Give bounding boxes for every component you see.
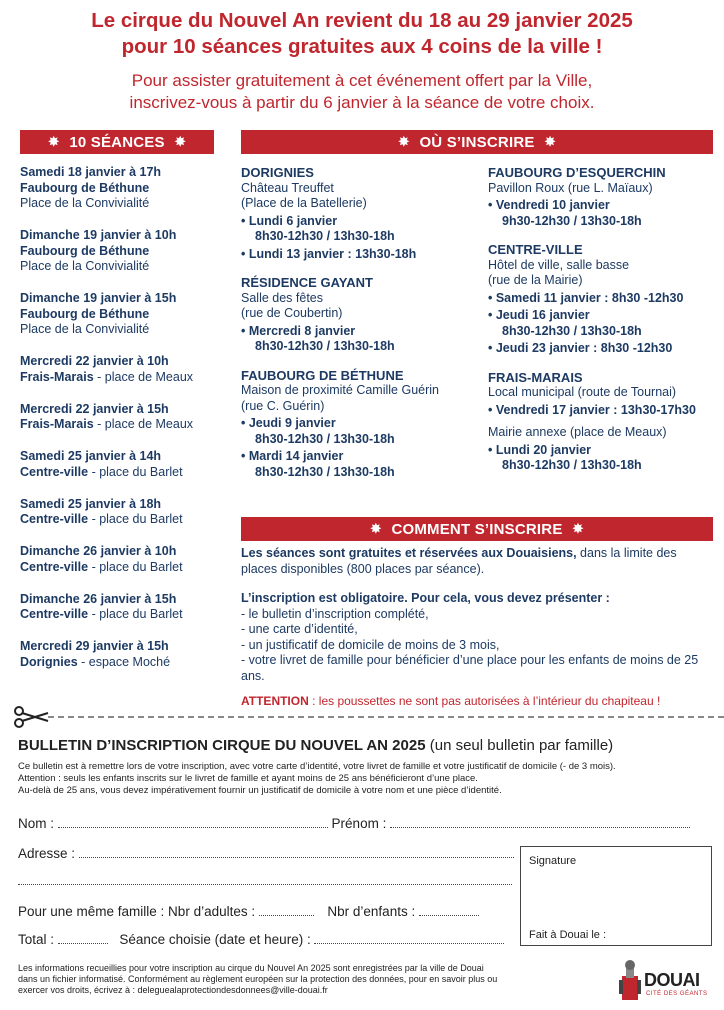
star-icon: ✸	[572, 521, 584, 536]
comment-paragraph: Les séances sont gratuites et réservées aux Douaisiens, dans la limite des places disponibles (800 places par séance).	[241, 546, 677, 576]
comment-section	[241, 546, 711, 684]
seance-place: Faubourg de Béthune	[20, 243, 150, 258]
location-slot: • Vendredi 10 janvier 9h30-12h30 / 13h30-18h	[488, 198, 718, 229]
giant-figure-icon	[616, 958, 644, 1002]
subheadline-line-1: Pour assister gratuitement à cet événement offert par la Ville,	[131, 71, 593, 90]
seance-detail: - place du Barlet	[88, 464, 183, 479]
nom-label: Nom :	[18, 816, 55, 831]
fait-a-label: Fait à Douai le :	[529, 929, 607, 941]
star-icon: ✸	[48, 134, 60, 149]
inscrire-left-column	[241, 165, 481, 493]
comment-list-item: - un justificatif de domicile de moins de 3 mois,	[241, 637, 500, 652]
seance-date: Samedi 18 janvier à 17h	[20, 165, 162, 179]
seance-item	[20, 497, 230, 528]
seance-place: Centre-ville	[20, 464, 89, 479]
inscrire-title: OÙ S’INSCRIRE	[419, 133, 535, 151]
location-line: Hôtel de ville, salle basse	[488, 257, 630, 272]
seance-detail: Place de la Convivialité	[20, 322, 150, 336]
slot-times: 8h30-12h30 / 13h30-18h	[502, 458, 642, 472]
seance-item	[20, 165, 230, 212]
comment-title: COMMENT S’INSCRIRE	[391, 520, 563, 538]
inscrire-right-column	[488, 165, 718, 487]
seance-detail: - place du Barlet	[88, 607, 183, 621]
seance-detail: Place de la Convivialité	[20, 196, 150, 210]
location-slot: • Lundi 13 janvier : 13h30-18h	[241, 246, 417, 261]
attention-text: : les poussettes ne sont pas autorisées à l’intérieur du chapiteau !	[308, 694, 661, 708]
adresse-field[interactable]	[79, 846, 514, 858]
slot-times: 9h30-12h30 / 13h30-18h	[502, 213, 642, 228]
total-row	[18, 932, 504, 947]
seance-place: Frais-Marais	[20, 369, 94, 384]
seance-date: Dimanche 26 janvier à 10h	[20, 544, 177, 558]
seance-place: Centre-ville	[20, 607, 89, 621]
comment-list-item: - une carte d’identité,	[241, 622, 358, 636]
seance-date: Samedi 25 janvier à 18h	[20, 496, 162, 511]
seance-date: Mercredi 22 janvier à 10h	[20, 354, 169, 368]
seance-date: Mercredi 22 janvier à 15h	[20, 401, 169, 416]
seance-detail: - espace Moché	[77, 654, 171, 669]
prenom-label: Prénom :	[331, 816, 387, 831]
location-esquerchin	[488, 165, 718, 229]
douai-logo	[616, 958, 716, 1002]
slot-times: 8h30-12h30 / 13h30-18h	[502, 323, 642, 338]
seance-item	[20, 291, 230, 338]
logo-tagline: CITÉ DES GÉANTS	[646, 991, 708, 997]
location-slot: • Vendredi 17 janvier : 13h30-17h30	[488, 402, 696, 417]
seance-place: Centre-ville	[20, 559, 89, 574]
adresse-field-2[interactable]	[18, 873, 512, 885]
adresse-row	[18, 846, 514, 861]
slot-times: 8h30-12h30 / 13h30-18h	[255, 229, 395, 243]
location-name: FAUBOURG D’ESQUERCHIN	[488, 165, 666, 180]
location-name: DORIGNIES	[241, 165, 314, 180]
nom-field[interactable]	[58, 816, 328, 828]
location-name: CENTRE-VILLE	[488, 242, 583, 257]
comment-requirement: L’inscription est obligatoire. Pour cela, vous devez présenter :	[241, 591, 610, 605]
location-line: Pavillon Roux (rue L. Maïaux)	[488, 180, 653, 195]
star-icon: ✸	[398, 134, 410, 149]
location-slot: • Mercredi 8 janvier 8h30-12h30 / 13h30-18h	[241, 324, 481, 355]
seances-title: 10 SÉANCES	[69, 133, 165, 151]
subheadline-line-2: inscrivez-vous à partir du 6 janvier à la séance de votre choix.	[129, 93, 595, 112]
seance-detail: Place de la Convivialité	[20, 259, 150, 273]
location-line: (rue C. Guérin)	[241, 398, 325, 413]
seance-detail: - place de Meaux	[93, 417, 194, 431]
slot-times: 8h30-12h30 / 13h30-18h	[255, 339, 395, 353]
headline-line-1: Le cirque du Nouvel An revient du 18 au 29 janvier 2025	[91, 9, 633, 32]
location-name: FRAIS-MARAIS	[488, 369, 583, 385]
enfants-field[interactable]	[419, 904, 479, 916]
slot-times: 8h30-12h30 / 13h30-18h	[255, 431, 395, 446]
seance-date: Samedi 25 janvier à 14h	[20, 449, 162, 463]
legal-notice: Les informations recueillies pour votre inscription au cirque du Nouvel An 2025 sont enregistrées par la ville de Douai dans un fichier informatisé. Conformément au règlement européen sur la protection des données, pour en savoir plus ou exercer vos droits, écrivez à : deleguealaprotectiondesdonnees@ville-douai.fr	[18, 963, 498, 995]
adresse-row-2	[18, 873, 512, 888]
seance-date: Dimanche 26 janvier à 15h	[20, 591, 177, 606]
seance-place: Dorignies	[20, 654, 78, 669]
seance-choisie-label: Séance choisie (date et heure) :	[119, 932, 311, 947]
location-name: RÉSIDENCE GAYANT	[241, 275, 373, 290]
seance-date: Mercredi 29 janvier à 15h	[20, 639, 169, 653]
location-line: Mairie annexe (place de Meaux)	[488, 425, 667, 439]
bulletin-info: Ce bulletin est à remettre lors de votre inscription, avec votre carte d’identité, votre livret de famille et votre justificatif de domicile (- de 3 mois). Attention : seuls les enfants inscrits sur le livret de famille et ayant moins de 25 ans bénéficieront d’une place. Au-delà de 25 ans, vous devez impérativement fournir un justificatif de domicile à votre nom et une pièce d’identité.	[18, 761, 616, 796]
adresse-label: Adresse :	[18, 846, 76, 861]
location-dorignies	[241, 165, 481, 262]
location-bethune	[241, 368, 481, 481]
star-icon: ✸	[174, 134, 186, 149]
star-icon: ✸	[370, 521, 382, 536]
seance-place: Faubourg de Béthune	[20, 306, 150, 321]
location-slot: • Samedi 11 janvier : 8h30 -12h30	[488, 290, 684, 305]
location-line: Salle des fêtes	[241, 290, 323, 305]
location-slot: • Lundi 6 janvier 8h30-12h30 / 13h30-18h	[241, 214, 481, 245]
location-line: Château Treuffet	[241, 180, 334, 195]
seance-date: Dimanche 19 janvier à 15h	[20, 291, 177, 305]
seance-item	[20, 402, 230, 433]
seances-list	[20, 165, 230, 687]
star-icon: ✸	[544, 134, 556, 149]
adultes-field[interactable]	[259, 904, 314, 916]
seance-place: Centre-ville	[20, 512, 89, 526]
seance-detail: - place de Meaux	[93, 369, 194, 384]
famille-row	[18, 904, 479, 919]
location-centre-ville	[488, 242, 718, 357]
location-gayant	[241, 275, 481, 355]
location-line: Maison de proximité Camille Guérin	[241, 383, 439, 397]
location-name: FAUBOURG DE BÉTHUNE	[241, 367, 404, 383]
bulletin-title: BULLETIN D’INSCRIPTION CIRQUE DU NOUVEL AN 2025 (un seul bulletin par famille)	[18, 737, 614, 754]
seance-detail: - place du Barlet	[88, 559, 183, 574]
total-field[interactable]	[58, 932, 108, 944]
location-line: (rue de Coubertin)	[241, 306, 343, 320]
seance-item	[20, 449, 230, 480]
seance-item	[20, 228, 230, 275]
location-slot: • Lundi 20 janvier 8h30-12h30 / 13h30-18h	[488, 443, 718, 474]
location-frais-marais	[488, 370, 718, 474]
comment-list-item: - le bulletin d’inscription complété,	[241, 606, 429, 621]
bulletin-title-note: (un seul bulletin par famille)	[425, 737, 614, 754]
seance-date: Dimanche 19 janvier à 10h	[20, 228, 177, 242]
seance-detail: - place du Barlet	[88, 512, 183, 526]
subheadline	[0, 70, 724, 114]
attention-note	[241, 694, 660, 708]
location-slot: • Jeudi 9 janvier 8h30-12h30 / 13h30-18h	[241, 416, 481, 447]
headline-line-2: pour 10 séances gratuites aux 4 coins de la ville !	[121, 35, 603, 58]
signature-label: Signature	[529, 855, 577, 867]
location-slot: • Mardi 14 janvier 8h30-12h30 / 13h30-18h	[241, 449, 481, 480]
cut-line	[48, 716, 724, 718]
location-line: Local municipal (route de Tournai)	[488, 385, 677, 399]
enfants-label: Nbr d’enfants :	[327, 904, 416, 919]
slot-times: 8h30-12h30 / 13h30-18h	[255, 464, 395, 479]
seance-place: Frais-Marais	[20, 417, 94, 431]
total-label: Total :	[18, 932, 55, 947]
seance-place: Faubourg de Béthune	[20, 180, 150, 195]
location-slot: • Jeudi 16 janvier 8h30-12h30 / 13h30-18h	[488, 308, 718, 339]
adultes-label: Pour une même famille : Nbr d’adultes :	[18, 904, 256, 919]
seance-choisie-field[interactable]	[314, 932, 504, 944]
nom-row	[18, 816, 690, 831]
location-slot: • Jeudi 23 janvier : 8h30 -12h30	[488, 341, 673, 355]
seance-item	[20, 354, 230, 385]
seance-item	[20, 544, 230, 575]
scissors-icon	[12, 706, 50, 728]
headline	[0, 8, 724, 60]
attention-label: ATTENTION	[241, 694, 309, 708]
comment-list-item: - votre livret de famille pour bénéficier d’une place pour les enfants de moins de 25 ans.	[241, 653, 699, 683]
location-line: (Place de la Batellerie)	[241, 196, 367, 210]
inscrire-banner	[241, 130, 713, 154]
location-line: (rue de la Mairie)	[488, 273, 583, 287]
prenom-field[interactable]	[390, 816, 690, 828]
signature-box[interactable]	[520, 846, 712, 946]
comment-banner	[241, 517, 713, 541]
seance-item	[20, 592, 230, 623]
logo-name: DOUAI	[644, 970, 700, 990]
seances-banner	[20, 130, 214, 154]
seance-item	[20, 639, 230, 670]
